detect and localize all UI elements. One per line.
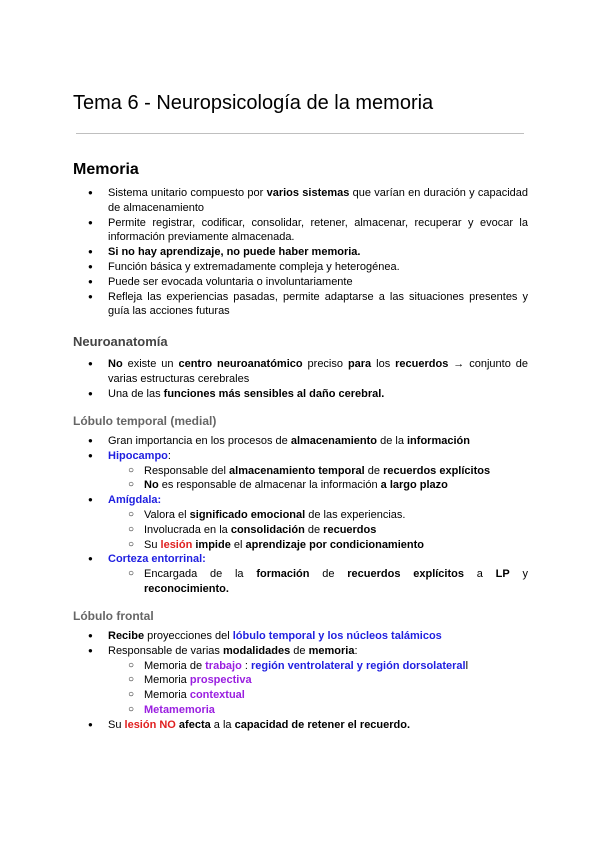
memoria-list (0, 186, 600, 319)
frontal-list (0, 629, 600, 733)
page-title: Tema 6 - Neuropsicología de la memoria (73, 92, 434, 114)
list-item: ● Recibe proyecciones del lóbulo temporal y los núcleos talámicos (0, 629, 528, 644)
list-item: ● Responsable de varias modalidades de memoria: ○ Memoria de trabajo : región ventrolateral y región dorsolaterall ○ Memoria prospectiva ○ Memoria contextual ○ Metamemoria (0, 644, 528, 718)
list-item: ● Refleja las experiencias pasadas, permite adaptarse a las situaciones presentes y guía las acciones futuras (0, 290, 528, 320)
section-heading-lobulo-frontal: Lóbulo frontal (73, 609, 154, 623)
list-item: ● No existe un centro neuroanatómico preciso para los recuerdos → conjunto de varias estructuras cerebrales (0, 357, 528, 387)
list-item-corteza: ● Corteza entorrinal: ○ Encargada de la formación de recuerdos explícitos a LP y reconocimiento. (0, 552, 528, 596)
sub-list-item: ○ Responsable del almacenamiento temporal de recuerdos explícitos (108, 464, 528, 479)
section-heading-lobulo-temporal: Lóbulo temporal (medial) (73, 414, 217, 428)
list-item: ● Función básica y extremadamente compleja y heterogénea. (0, 260, 528, 275)
list-item: ● Gran importancia en los procesos de almacenamiento de la información (0, 434, 528, 449)
list-item: ● Su lesión NO afecta a la capacidad de retener el recuerdo. (0, 718, 528, 733)
list-item: ● Sistema unitario compuesto por varios sistemas que varían en duración y capacidad de almacenamiento (0, 186, 528, 216)
sub-list-item: ○ Valora el significado emocional de las experiencias. (108, 508, 528, 523)
sub-list-item: ○ Su lesión impide el aprendizaje por condicionamiento (108, 538, 528, 553)
section-heading-neuroanatomia: Neuroanatomía (73, 334, 168, 349)
neuro-list (0, 357, 600, 401)
sub-list-item: ○ Metamemoria (108, 703, 528, 718)
list-item: ● Si no hay aprendizaje, no puede haber memoria. (0, 245, 528, 260)
temporal-list (0, 434, 600, 597)
list-item: ● Permite registrar, codificar, consolidar, retener, almacenar, recuperar y evocar la información previamente almacenada. (0, 216, 528, 246)
title-divider (76, 133, 524, 134)
sub-list-item: ○ No es responsable de almacenar la información a largo plazo (108, 478, 528, 493)
sub-list-item: ○ Encargada de la formación de recuerdos explícitos a LP y reconocimiento. (108, 567, 528, 597)
list-item-amigdala: ● Amígdala: ○ Valora el significado emocional de las experiencias. ○ Involucrada en la consolidación de recuerdos ○ Su lesión impide el aprendizaje por condicionamiento (0, 493, 528, 552)
list-item-hipocampo: ● Hipocampo: ○ Responsable del almacenamiento temporal de recuerdos explícitos ○ No es responsable de almacenar la información a largo plazo (0, 449, 528, 493)
list-item: ● Una de las funciones más sensibles al daño cerebral. (0, 387, 528, 402)
list-item: ● Puede ser evocada voluntaria o involuntariamente (0, 275, 528, 290)
section-heading-memoria: Memoria (73, 161, 139, 178)
sub-list-item: ○ Memoria contextual (108, 688, 528, 703)
sub-list-item: ○ Memoria prospectiva (108, 673, 528, 688)
sub-list-item: ○ Involucrada en la consolidación de recuerdos (108, 523, 528, 538)
sub-list-item: ○ Memoria de trabajo : región ventrolateral y región dorsolaterall (108, 659, 528, 674)
